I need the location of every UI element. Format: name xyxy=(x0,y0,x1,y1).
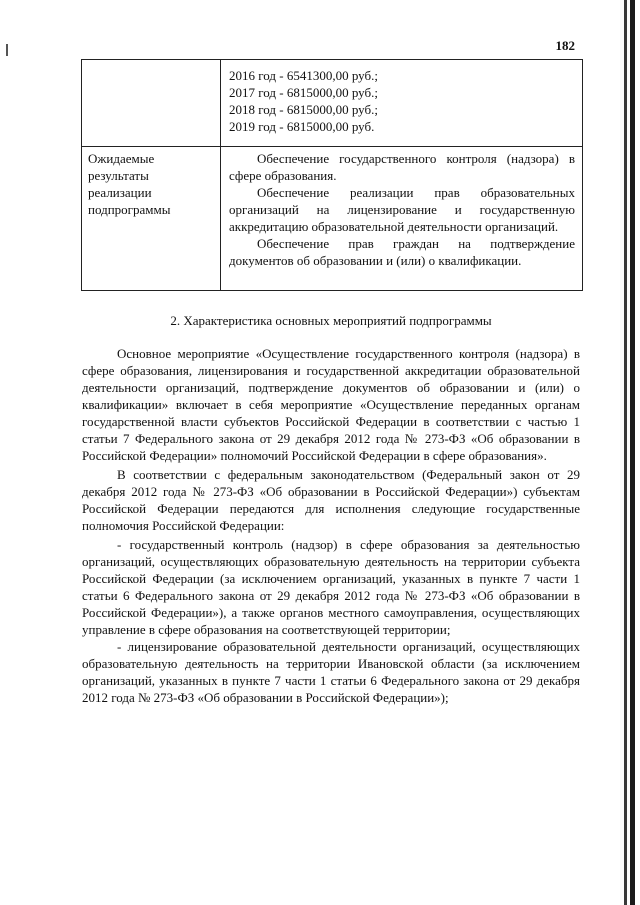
scan-border-inner xyxy=(624,0,627,905)
results-paragraph: Обеспечение государственного контроля (надзора) в сфере образования. xyxy=(229,151,575,183)
budget-line: 2016 год - 6541300,00 руб.; xyxy=(229,68,378,83)
budget-cell xyxy=(229,67,574,135)
program-table xyxy=(81,59,583,291)
body-paragraph: - государственный контроль (надзор) в сфере образования за деятельностью организаций, осуществляющих образовательную деятельность на территории субъекта Российской Федерации (за исключением организаций, указанных в пункте 7 части 1 статьи 6 Федерального закона от 29 декабря 2012 года № 273-ФЗ «Об образовании в Российской Федерации»), а также органов местного самоуправления, осуществляющих управление в сфере образования на соответствующей территории; xyxy=(82,537,580,637)
page-number: 182 xyxy=(555,38,575,53)
scan-edge-mark xyxy=(6,44,8,56)
budget-line: 2017 год - 6815000,00 руб.; xyxy=(229,85,378,100)
table-row-divider xyxy=(82,146,582,147)
budget-line: 2018 год - 6815000,00 руб.; xyxy=(229,102,378,117)
results-paragraph: Обеспечение реализации прав образовательных организаций на лицензирование и государственную аккредитацию образовательной деятельности организаций. xyxy=(229,185,575,234)
budget-line: 2019 год - 6815000,00 руб. xyxy=(229,119,375,134)
results-cell xyxy=(229,150,575,269)
results-row-label: Ожидаемые результаты реализации подпрограммы xyxy=(88,151,171,217)
results-paragraph: Обеспечение прав граждан на подтверждение документов об образовании и (или) о квалификации. xyxy=(229,236,575,268)
body-paragraph: Основное мероприятие «Осуществление государственного контроля (надзора) в сфере образования, лицензирования и государственной аккредитации образовательной деятельности организаций, подтверждение документов об образовании и (или) о квалификации» включает в себя мероприятие «Осуществление переданных органам государственной власти субъектов Российской Федерации в соответствии с частью 1 статьи 7 Федерального закона от 29 декабря 2012 года № 273-ФЗ «Об образовании в Российской Федерации» полномочий Российской Федерации в сфере образования». xyxy=(82,346,580,463)
section-heading: 2. Характеристика основных мероприятий подпрограммы xyxy=(170,313,492,328)
body-text xyxy=(82,345,580,706)
body-paragraph: В соответствии с федеральным законодательством (Федеральный закон от 29 декабря 2012 года № 273-ФЗ «Об образовании в Российской Федерации») субъектам Российской Федерации передаются для исполнения следующие государственные полномочия Российской Федерации: xyxy=(82,467,580,533)
table-column-divider xyxy=(220,60,221,290)
body-paragraph: - лицензирование образовательной деятельности организаций, осуществляющих образовательную деятельность на территории Ивановской области (за исключением организаций, указанных в пункте 7 части 1 статьи 6 Федерального закона от 29 декабря 2012 года № 273-ФЗ «Об образовании в Российской Федерации»); xyxy=(82,639,580,705)
scan-border xyxy=(630,0,635,905)
